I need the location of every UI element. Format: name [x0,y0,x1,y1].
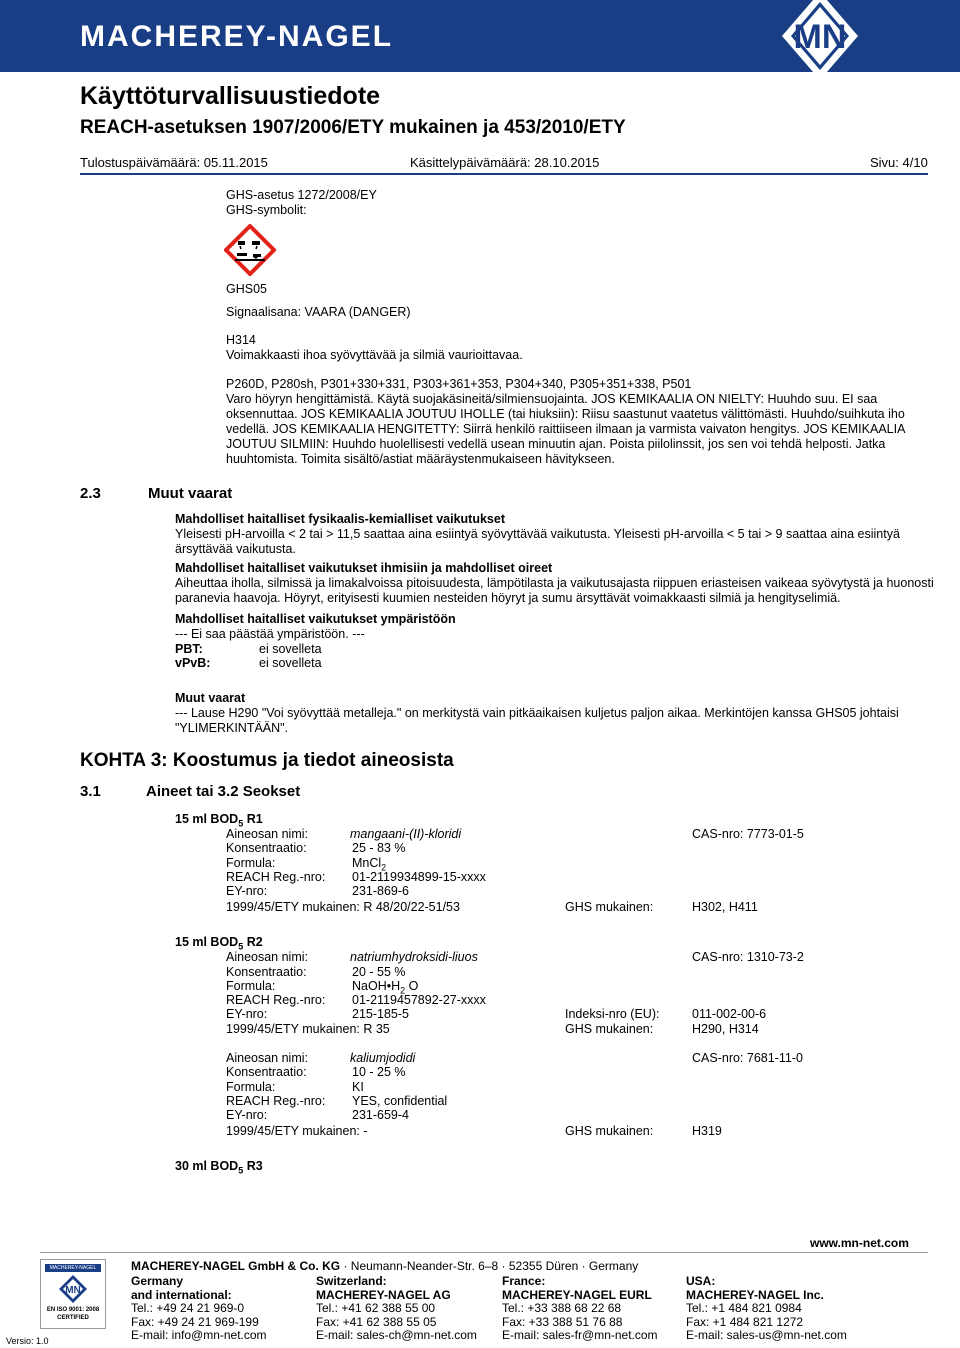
cert-standard: EN ISO 9001: 2008 [46,1307,100,1313]
health-heading: Mahdolliset haitalliset vaikutukset ihmisiin ja mahdolliset oireet [175,561,553,575]
label-formula: Formula: [226,856,276,870]
label-name: Aineosan nimi: [226,950,308,964]
component-concentration: 20 - 55 % [352,965,406,979]
component-name: kaliumjodidi [350,1051,416,1065]
component-reach: YES, confidential [352,1094,448,1108]
label-formula: Formula: [226,979,276,993]
iso-certificate-badge [40,1259,106,1329]
label-concentration: Konsentraatio: [226,1065,307,1079]
label-ghs: GHS mukainen: [565,900,654,914]
component-cas: CAS-nro: 1310-73-2 [692,950,804,964]
header-rule [80,173,928,175]
label-ey: EY-nro: [226,884,268,898]
pbt-value: ei sovelleta [259,642,322,656]
label-reach: REACH Reg.-nro: [226,1094,326,1108]
logo-text: MN [793,18,847,56]
signal-word: Signaalisana: VAARA (DANGER) [226,305,411,319]
component-concentration: 10 - 25 % [352,1065,406,1079]
subsection-number: 3.1 [80,783,101,800]
footer-column-switzerland: Switzerland: MACHEREY-NAGEL AG Tel.: +41 62 388 55 00 Fax: +41 62 388 55 05 E-mail: sales-ch@mn-net.com [316,1274,477,1342]
mn-cert-icon [58,1274,88,1304]
label-formula: Formula: [226,1080,276,1094]
component-group-title: 15 ml $BOD_5$ R2 [175,935,263,952]
cert-brand: MACHEREY-NAGEL [45,1264,101,1272]
other-hazards-heading: Muut vaarat [175,691,246,705]
label-ghs: GHS mukainen: [565,1124,654,1138]
physchem-heading: Mahdolliset haitalliset fysikaalis-kemialliset vaikutukset [175,512,505,526]
footer-column-france: France: MACHEREY-NAGEL EURL Tel.: +33 388 68 22 68 Fax: +33 388 51 76 88 E-mail: sales-fr@mn-net.com [502,1274,658,1342]
component-dsd: 1999/45/ETY mukainen: R 35 [226,1022,390,1036]
label-name: Aineosan nimi: [226,1051,308,1065]
footer-column-germany: Germany and international: Tel.: +49 24 21 969-0 Fax: +49 24 21 969-199 E-mail: info@mn-net.com [131,1274,267,1342]
cert-status: CERTIFIED [57,1315,89,1321]
component-group-title: 30 ml $BOD_5$ R3 [175,1159,263,1176]
p-codes: P260D, P280sh, P301+330+331, P303+361+353, P304+340, P305+351+338, P501 [226,377,692,391]
mn-logo-icon [780,0,960,72]
label-ghs: GHS mukainen: [565,1022,654,1036]
physchem-text: Yleisesti pH-arvoilla < 2 tai > 11,5 saattaa aina esiintyä syövyttävää vaikutusta. Yleisesti pH-arvoilla < 5 tai > 9 saattaa aina esiintyä ärsyttävää vaikutusta. [175,527,900,556]
label-name: Aineosan nimi: [226,827,308,841]
ghs-symbol-code: GHS05 [226,282,267,296]
component-formula: $NaOH•H_2$ O [352,979,419,996]
cert-logo-text: MN [65,1285,81,1296]
component-ey: 215-185-5 [352,1007,409,1021]
component-ghs: H302, H411 [692,900,758,914]
section3-heading: KOHTA 3: Koostumus ja tiedot aineosista [80,750,454,771]
ghs05-corrosion-icon [224,224,276,276]
label-reach: REACH Reg.-nro: [226,870,326,884]
print-date: Tulostuspäivämäärä: 05.11.2015 [80,155,268,170]
component-ey: 231-869-6 [352,884,409,898]
component-dsd: 1999/45/ETY mukainen: R 48/20/22-51/53 [226,900,460,914]
component-dsd: 1999/45/ETY mukainen: - [226,1124,368,1138]
health-text: Aiheuttaa iholla, silmissä ja limakalvoissa pitoisuudesta, lämpötilasta ja vaikutusajasta riippuen eriasteisen vaikeaa syövytystä ja huonosti paranevia haavoja. Höyryt, erityisesti kuumien nesteiden höyryt ja sumu ärsyttävät voimakkaasti silmiä ja hengityselimiä. [175,576,934,605]
version-label: Versio: 1.0 [6,1336,49,1346]
component-reach: 01-2119457892-27-xxxx [352,993,486,1007]
header-banner [0,0,960,72]
h-statement: Voimakkaasti ihoa syövyttävää ja silmiä vaurioittavaa. [226,348,523,362]
label-concentration: Konsentraatio: [226,841,307,855]
component-name: mangaani-(II)-kloridi [350,827,462,841]
component-formula: KI [352,1080,364,1094]
ghs-regulation: GHS-asetus 1272/2008/EY [226,188,377,202]
component-formula: MnCl$_2$ [352,856,387,873]
h-code: H314 [226,333,256,347]
component-ghs: H290, H314 [692,1022,759,1036]
processing-date: Käsittelypäivämäärä: 28.10.2015 [410,155,600,170]
label-ey: EY-nro: [226,1108,268,1122]
vpvb-label: vPvB: [175,656,211,670]
component-concentration: 25 - 83 % [352,841,406,855]
brand-name: MACHEREY-NAGEL [80,20,394,53]
footer-column-usa: USA: MACHEREY-NAGEL Inc. Tel.: +1 484 821 0984 Fax: +1 484 821 1272 E-mail: sales-us@mn-net.com [686,1274,847,1342]
component-ghs: H319 [692,1124,722,1138]
p-statements: Varo höyryn hengittämistä. Käytä suojakäsineitä/silmiensuojainta. JOS KEMIKAALIA ON NIELTY: Huuhdo suu. EI saa oksennuttaa. JOS KEMIKAALIA JOUTUU IHOLLE (tai hiuksiin): Riisu saastunut vaatetus välittömästi. Huuhdo/suihkuta iho vedellä. JOS KEMIKAALIA HENGITETTY: Siirrä henkilö raittiiseen ilmaan ja varmista vaivaton hengitys. JOS KEMIKAALIA JOUTUU SILMIIN: Huuhdo huolellisesti vedellä usean minuutin ajan. Poista piilolinssit, jos sen voi tehdä helposti. Jatka huuhtomista. Toimita sisältö/astiat määräystenmukaiseen hävitykseen. [226,392,905,466]
footer-company-line: MACHEREY-NAGEL GmbH & Co. KG · Neumann-Neander-Str. 6–8 · 52355 Düren · Germany [131,1259,639,1273]
label-ey: EY-nro: [226,1007,268,1021]
section-title: Muut vaarat [148,485,233,502]
footer-website[interactable]: www.mn-net.com [810,1236,909,1250]
footer-rule [40,1252,928,1253]
document-subtitle: REACH-asetuksen 1907/2006/ETY mukainen ja 453/2010/ETY [80,117,626,138]
component-group-title: 15 ml $BOD_5$ R1 [175,812,263,829]
pbt-label: PBT: [175,642,203,656]
other-hazards-text: --- Lause H290 "Voi syövyttää metalleja." on merkitystä vain pitkäaikaisen kuljetus paljon aikaa. Merkintöjen kanssa GHS05 johtaisi "YLIMERKINTÄÄN". [175,706,899,735]
environment-heading: Mahdolliset haitalliset vaikutukset ympäristöön [175,612,456,626]
environment-text: --- Ei saa päästää ympäristöön. --- [175,627,365,641]
label-concentration: Konsentraatio: [226,965,307,979]
component-cas: CAS-nro: 7681-11-0 [692,1051,803,1065]
component-cas: CAS-nro: 7773-01-5 [692,827,804,841]
document-title: Käyttöturvallisuustiedote [80,82,381,110]
label-index: Indeksi-nro (EU): [565,1007,660,1021]
component-name: natriumhydroksidi-liuos [350,950,478,964]
component-ey: 231-659-4 [352,1108,409,1122]
ghs-symbols-label: GHS-symbolit: [226,203,307,217]
component-index: 011-002-00-6 [692,1007,767,1021]
subsection-title: Aineet tai 3.2 Seokset [146,783,301,800]
page-number: Sivu: 4/10 [870,155,928,170]
vpvb-value: ei sovelleta [259,656,322,670]
section-number: 2.3 [80,485,101,502]
label-reach: REACH Reg.-nro: [226,993,326,1007]
component-reach: 01-2119934899-15-xxxx [352,870,486,884]
